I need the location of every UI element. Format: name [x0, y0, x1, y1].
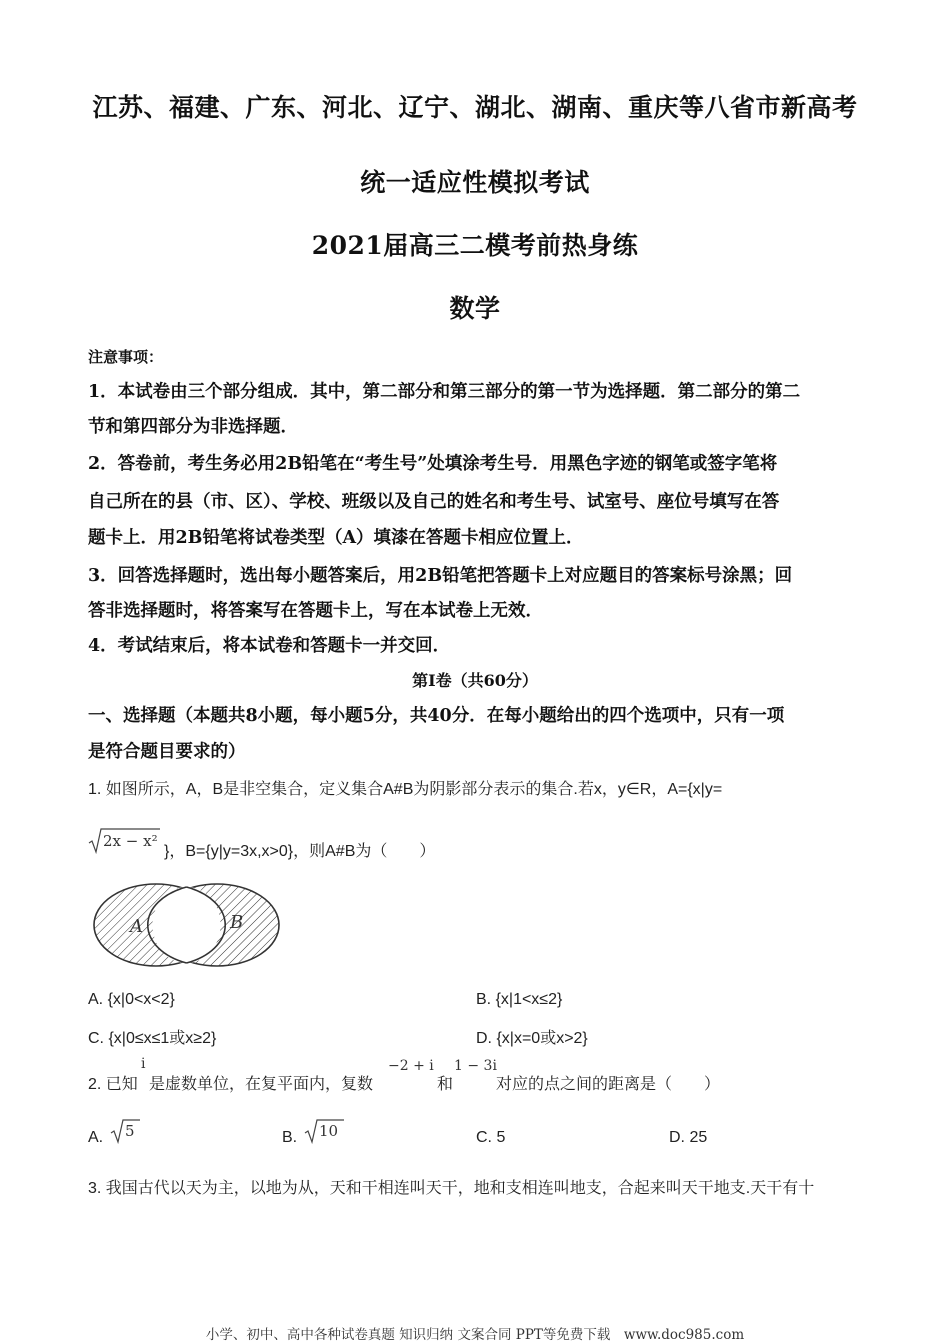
notice-item2-line3: 题卡上．用2B铅笔将试卷类型（A）填漆在答题卡相应位置上．	[88, 528, 584, 548]
notice-item2-line2: 自己所在的县（市、区）、学校、班级以及自己的姓名和考生号、试室号、座位号填写在答	[88, 492, 780, 512]
notice-item3-line2: 答非选择题时，将答案写在答题卡上，写在本试卷上无效．	[88, 601, 543, 621]
q1-option-a: A. {x|0<x<2}	[88, 991, 175, 1008]
q2-option-a-label: A.	[88, 1129, 104, 1146]
q2-suffix: 对应的点之间的距离是（ ）	[496, 1076, 721, 1093]
q2-option-b	[282, 1118, 462, 1152]
notice-heading: 注意事项：	[88, 348, 164, 366]
q2-option-b-label: B.	[282, 1129, 298, 1146]
notice-item1-line2: 节和第四部分为非选择题．	[88, 417, 298, 437]
q3-stem-line1: 3. 我国古代以天为主，以地为从，天和干相连叫天干，地和支相连叫地支，合起来叫天干地支.天干有十	[88, 1180, 815, 1197]
part1-heading-line2: 是符合题目要求的）	[88, 742, 246, 762]
q1-option-d: D. {x|x=0或x>2}	[476, 1030, 588, 1047]
exam-title-line2: 统一适应性模拟考试	[360, 168, 590, 197]
q2-mid-text: 是虚数单位，在复平面内，复数	[149, 1076, 374, 1093]
volume-heading: 第Ⅰ卷（共60分）	[412, 671, 538, 690]
venn-diagram-figure	[92, 880, 282, 970]
exam-title-line3: 2021届高三二模考前热身练	[311, 231, 639, 260]
q1-stem-line1: 1. 如图所示，A，B是非空集合，定义集合A#B为阴影部分表示的集合.若x，y∈R，A={x|y=	[88, 781, 723, 798]
notice-item3-line1: 3．回答选择题时，选出每小题答案后，用2B铅笔把答题卡上对应题目的答案标号涂黑；回	[88, 566, 793, 586]
page-footer: 小学、初中、高中各种试卷真题 知识归纳 文案合同 PPT等免费下载 www.doc985.com	[205, 1327, 745, 1343]
venn-diagram	[92, 880, 282, 970]
q1-stem-line2: }，B={y|y=3x,x>0}，则A#B为（ ）	[164, 843, 436, 860]
q2-complex-z2: 1 − 3i	[454, 1058, 497, 1074]
q2-option-a-value: 5	[125, 1122, 135, 1140]
notice-item4: 4．考试结束后，将本试卷和答题卡一并交回．	[88, 636, 451, 656]
q2-i-symbol: i	[141, 1056, 146, 1072]
q2-prefix: 2. 已知	[88, 1076, 138, 1093]
notice-item1-line1: 1．本试卷由三个部分组成．其中，第二部分和第三部分的第一节为选择题．第二部分的第二	[88, 382, 801, 402]
exam-subject: 数学	[449, 294, 501, 323]
q2-option-c: C. 5	[476, 1129, 506, 1146]
q2-complex-z1: −2 + i	[388, 1058, 434, 1074]
notice-item2-line1: 2．答卷前，考生务必用2B铅笔在“考生号”处填涂考生号．用黑色字迹的钢笔或签字笔将	[88, 454, 778, 474]
q1-option-b: B. {x|1<x≤2}	[476, 991, 563, 1008]
q1-option-c: C. {x|0≤x≤1或x≥2}	[88, 1030, 217, 1047]
q2-and: 和	[437, 1076, 454, 1093]
venn-label-a: A	[130, 916, 143, 937]
venn-label-b: B	[230, 912, 244, 933]
q2-option-b-value: 10	[319, 1122, 339, 1140]
q2-stem	[88, 1055, 848, 1091]
part1-heading-line1: 一、选择题（本题共8小题，每小题5分，共40分．在每小题给出的四个选项中，只有一项	[88, 706, 785, 726]
exam-title-line1: 江苏、福建、广东、河北、辽宁、湖北、湖南、重庆等八省市新高考	[92, 93, 858, 122]
q1-sqrt-radicand: 2x − x²	[103, 832, 158, 850]
q2-option-d: D. 25	[669, 1129, 708, 1146]
q2-option-a	[88, 1118, 268, 1152]
